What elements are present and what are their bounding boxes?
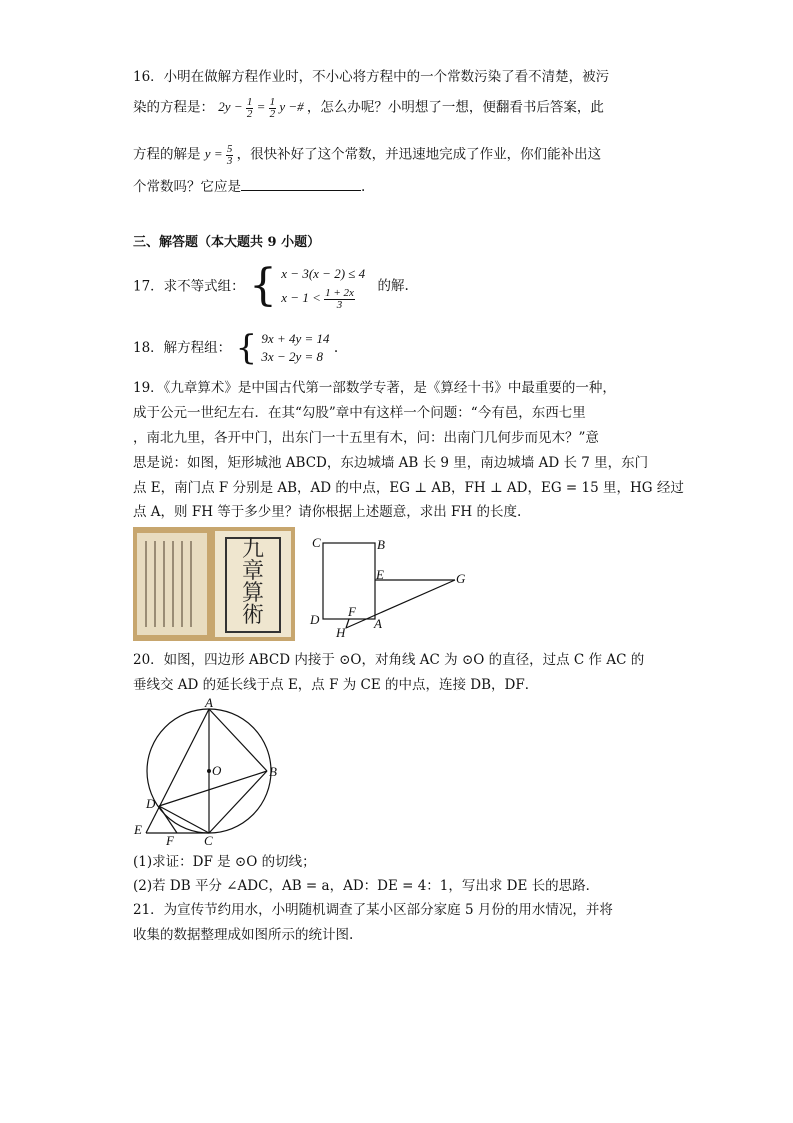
q19-line2: 成于公元一世纪左右．在其“勾股”章中有这样一个问题：“今有邑，东西七里 (133, 405, 586, 421)
q16-line3 (133, 144, 601, 167)
label-e: E (134, 822, 142, 837)
denominator: 2 (246, 108, 253, 120)
q20-line1: 20．如图，四边形 ABCD 内接于 ⊙O，对角线 AC 为 ⊙O 的直径，过点 C 作 AC 的 (133, 652, 645, 668)
book-title: 九章算術 (241, 537, 264, 628)
label-a: A (205, 696, 213, 710)
equation-system (261, 330, 329, 366)
center-dot (207, 769, 211, 773)
label-f: F (348, 604, 356, 619)
q21-line1: 21．为宣传节约用水，小明随机调查了某小区部分家庭 5 月份的用水情况，并将 (133, 902, 613, 918)
label-f: F (166, 833, 174, 846)
q16-line2 (133, 97, 604, 120)
q17-text: 17．求不等式组： (133, 278, 245, 295)
left-brace: { (235, 328, 258, 368)
book-text-columns (145, 541, 199, 627)
q18 (133, 330, 338, 366)
left-brace: { (248, 260, 277, 312)
segment-gh (346, 580, 455, 628)
figure-20-circle (130, 696, 290, 846)
q16-line1: 16．小明在做解方程作业时，不小心将方程中的一个常数污染了看不清楚，被污 (133, 69, 610, 85)
q16-text: ，很快补好了这个常数，并迅速地完成了作业，你们能补出这 (236, 146, 602, 163)
label-b: B (269, 764, 277, 779)
inequality-1: x − 3(x − 2) ≤ 4 (281, 266, 366, 281)
eq-part: = (256, 99, 266, 115)
q20-sub2: (2)若 DB 平分 ∠ADC，AB = a，AD：DE = 4：1，写出求 DE 长的思路． (133, 878, 600, 894)
denominator: 3 (336, 298, 343, 311)
label-e: E (376, 567, 384, 582)
q16-text: ，怎么办呢？小明想了一想，便翻看书后答案，此 (306, 99, 604, 116)
fraction (324, 288, 355, 311)
label-c: C (312, 535, 321, 550)
numerator: 5 (226, 143, 233, 155)
solution (204, 143, 237, 167)
eq-part: y −# (279, 99, 304, 115)
segment-ab (209, 709, 267, 771)
label-b: B (377, 537, 385, 552)
eq-part: 2y − (218, 99, 243, 115)
q19-line5: 点 E，南门点 F 分别是 AB，AD 的中点，EG ⊥ AB，FH ⊥ AD，EG = 15 里，HG 经过 (133, 480, 684, 496)
label-d: D (310, 612, 320, 627)
jiuzhang-suanshu-book-photo (133, 527, 295, 641)
segment-df (159, 806, 177, 833)
label-c: C (204, 833, 213, 846)
label-g: G (456, 571, 466, 586)
inequality-system (281, 262, 365, 311)
q21-line2: 收集的数据整理成如图所示的统计图. (133, 927, 354, 943)
q18-text: 18．解方程组： (133, 340, 232, 356)
eq-part: x − 1 < (281, 290, 321, 305)
segment-dc (159, 806, 209, 833)
answer-blank[interactable] (241, 178, 361, 191)
equation (218, 96, 307, 120)
q20-line2: 垂线交 AD 的延长线于点 E，点 F 为 CE 的中点，连接 DB，DF． (133, 677, 539, 693)
numerator: 1 (269, 96, 276, 108)
section-heading: 三、解答题（本大题共 9 小题） (133, 235, 321, 250)
q16-line4 (133, 178, 365, 196)
eq-part: y = (204, 146, 223, 162)
q16-text: 个常数吗？它应是 (133, 179, 241, 195)
label-h: H (336, 625, 346, 640)
label-o: O (212, 763, 222, 778)
denominator: 3 (226, 155, 233, 167)
label-d: D (146, 796, 156, 811)
q19-line6: 点 A，则 FH 等于多少里？请你根据上述题意，求出 FH 的长度. (133, 504, 522, 520)
label-a: A (374, 616, 382, 631)
segment-ae (146, 709, 209, 833)
q17-text: 的解. (377, 278, 409, 295)
q20-sub1: (1)求证：DF 是 ⊙O 的切线； (133, 854, 316, 870)
inequality-2 (281, 286, 365, 311)
q16-text: . (361, 179, 366, 195)
fraction (269, 97, 277, 120)
numerator: 1 (246, 96, 253, 108)
fraction (246, 97, 254, 120)
q19-line4: 思是说：如图，矩形城池 ABCD，东边城墙 AB 长 9 里，南边城墙 AD 长 7 里，东门 (133, 455, 649, 471)
q18-text: . (333, 340, 339, 356)
equation-1: 9x + 4y = 14 (261, 331, 330, 346)
q17 (133, 262, 409, 311)
q16-text: 方程的解是 (133, 146, 201, 163)
q19-line3: ，南北九里，各开中门，出东门一十五里有木，问：出南门几何步而见木？”意 (133, 430, 599, 446)
q16-text: 染的方程是： (133, 99, 214, 116)
equation-2: 3x − 2y = 8 (261, 349, 324, 364)
fraction (226, 144, 234, 167)
denominator: 2 (269, 108, 276, 120)
q19-line1: 19．《九章算术》是中国古代第一部数学专著，是《算经十书》中最重要的一种， (133, 380, 616, 396)
numerator: 1 + 2x (325, 286, 354, 299)
figure-19-rectangle (300, 527, 480, 642)
